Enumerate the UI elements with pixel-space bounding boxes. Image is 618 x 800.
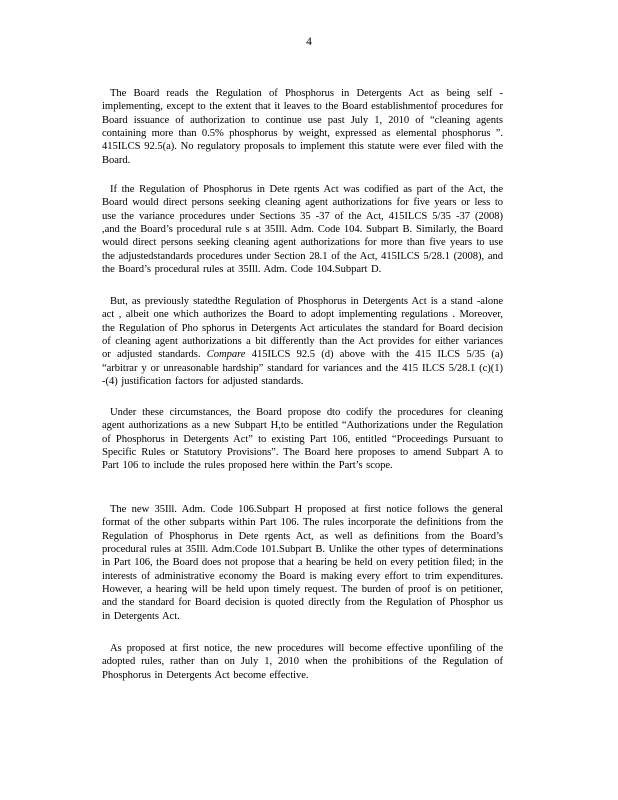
paragraph-codification-procedures: If the Regulation of Phosphorus in Dete rgents Act was codified as part of the Act, the Board would direct persons seeking cleaning agent authorizations for five years or less to use the variance procedures under Sections 35 -37 of the Act, 415ILCS 5/35 -37 (2008) ,and the Board’s procedural rule s at 35Ill. Adm. Code 104. Subpart B. Similarly, the Board would direct persons seeking cleaning agent authorizations for more than five years to use the adjustedstandards procedures under Section 28.1 of the Act, 415ILCS 5/28.1 (2008), and the Board’s procedural rules at 35Ill. Adm. Code 104.Subpart D. — [102, 184, 503, 276]
compare-emphasis: Compare — [206, 349, 246, 361]
paragraph-self-implementing: The Board reads the Regulation of Phosphorus in Detergents Act as being self - implementing, except to the extent that it leaves to the Board establishmentof procedures for Board issuance of authorization to continue use past July 1, 2010 of “cleaning agents containing more than 0.5% phosphorus by weight, expressed as elemental phosphorus ”. 415ILCS 92.5(a). No regulatory proposals to implement this statute were ever filed with the Board. — [102, 88, 503, 166]
paragraph-subpart-h-proposal: Under these circumstances, the Board propose dto codify the procedures for cleaning agent authorizations as a new Subpart H,to be entitled “Authorizations under the Regulation of Phosphorus in Detergents Act” to existing Part 106, entitled “Proceedings Pursuant to Specific Rules or Statutory Provisions”. The Board here proposes to amend Subpart A to Part 106 to include the rules proposed here within the Part’s scope. — [102, 407, 503, 472]
paragraph-subpart-h-format: The new 35Ill. Adm. Code 106.Subpart H proposed at first notice follows the general format of the other subparts within Part 106. The rules incorporate the definitions from the Regulation of Phosphorus in Dete rgents Act, as well as definitions from the Board’s procedural rules at 35Ill. Adm.Code 101.Subpart B. Unlike the other types of determinations in Part 106, the Board does not propose that a hearing be held on every petition filed; in the interests of administrative economy the Board is making every effort to trim expenditures. However, a hearing will be held upon timely request. The burden of proof is on petitioner, and the standard for Board decision is quoted directly from the Regulation of Phosphor us in Detergents Act. — [102, 504, 503, 622]
paragraph-standalone-act — [102, 295, 503, 388]
paragraph-text-before: But, as previously statedthe Regulation of Phosphorus in Detergents Act is a stand -alone act , albeit one which authorizes the Board to adopt implementing regulations . Moreover, the Regulation of Pho sphorus in Detergents Act articulates the standard for Board decision of cleaning agent authorizations a bit differently than the Act provides for either variances or adjusted standards. — [102, 296, 503, 361]
paragraph-effective-date: As proposed at first notice, the new procedures will become effective uponfiling of the adopted rules, rather than on July 1, 2010 when the prohibitions of the Regulation of Phosphorus in Detergents Act become effective. — [102, 643, 503, 681]
paragraph-text-after: 415ILCS 92.5 (d) above with the 415 ILCS 5/35 (a) “arbitrar y or unreasonable hardship” standard for variances and the 415 ILCS 5/28.1 (c)(1) -(4) justification factors for adjusted standards. — [102, 349, 503, 388]
page-number: 4 — [306, 36, 312, 48]
